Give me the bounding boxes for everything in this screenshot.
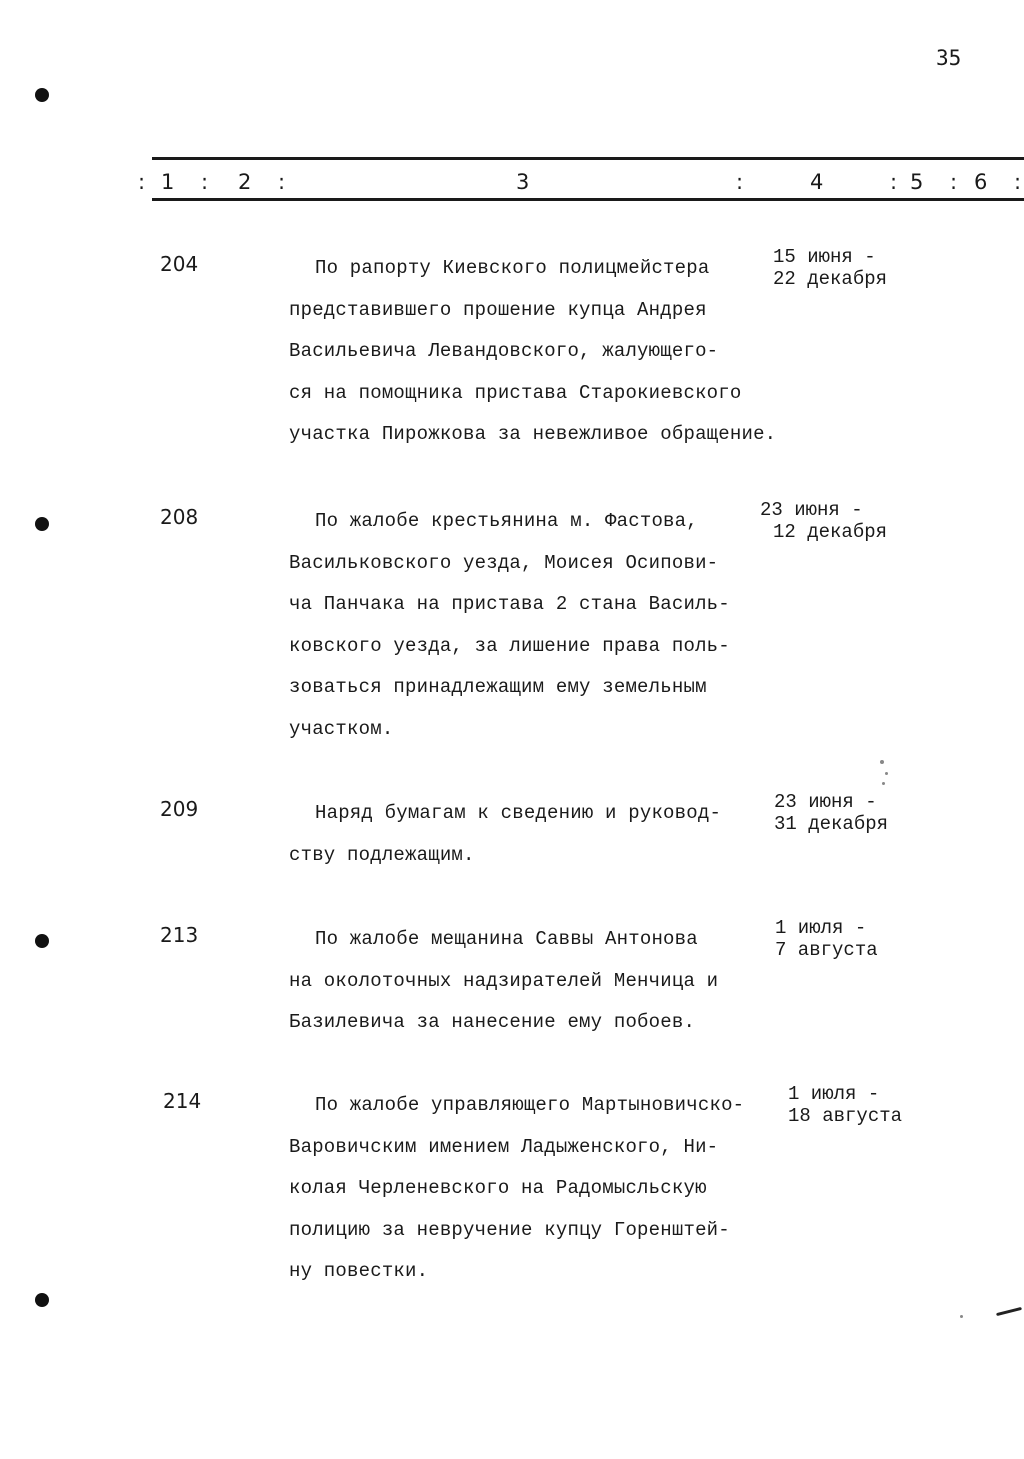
header-col-6: 6 bbox=[974, 170, 988, 194]
description-line: участка Пирожкова за невежливое обращение. bbox=[289, 423, 777, 445]
description-line: По жалобе крестьянина м. Фастова, bbox=[315, 510, 698, 532]
description-line: По рапорту Киевского полицмейстера bbox=[315, 257, 710, 279]
entry-number: 213 bbox=[160, 923, 199, 947]
description-line: на околоточных надзирателей Менчица и bbox=[289, 969, 719, 992]
entry-description bbox=[289, 793, 799, 876]
entry-dates bbox=[775, 917, 878, 961]
date-to: 31 декабря bbox=[774, 813, 889, 835]
scan-speck bbox=[882, 782, 885, 785]
header-bottom-rule bbox=[152, 198, 1024, 201]
date-to: 22 декабря bbox=[773, 268, 888, 290]
punch-hole-4 bbox=[35, 1293, 49, 1307]
punch-hole-3 bbox=[35, 934, 49, 948]
header-sep: : bbox=[736, 170, 744, 194]
header-col-1: 1 bbox=[161, 170, 175, 194]
punch-hole-1 bbox=[35, 88, 49, 102]
entry-number: 208 bbox=[160, 505, 199, 529]
description-line: Базилевича за нанесение ему побоев. bbox=[289, 1011, 696, 1033]
punch-hole-2 bbox=[35, 517, 49, 531]
table-header bbox=[138, 170, 1024, 198]
header-sep: : bbox=[278, 170, 286, 194]
description-line: Васильевича Левандовского, жалующего- bbox=[289, 340, 719, 362]
date-from: 1 июля - bbox=[775, 917, 867, 939]
description-line: Наряд бумагам к сведению и руковод- bbox=[315, 802, 722, 824]
description-line: ча Панчака на пристава 2 стана Василь- bbox=[289, 593, 730, 615]
date-to: 18 августа bbox=[788, 1105, 903, 1127]
entry-dates bbox=[774, 791, 888, 835]
header-col-4: 4 bbox=[810, 170, 824, 194]
description-line: зоваться принадлежащим ему земельным bbox=[289, 676, 707, 698]
page-number: 35 bbox=[936, 46, 962, 70]
description-line: По жалобе мещанина Саввы Антонова bbox=[315, 928, 698, 950]
entry-description bbox=[289, 919, 799, 1044]
entry-number: 204 bbox=[160, 252, 199, 276]
description-line: ству подлежащим. bbox=[289, 843, 475, 866]
header-sep: : bbox=[890, 170, 898, 194]
entry-description bbox=[289, 501, 799, 750]
description-line: Васильковского уезда, Моисея Осипови- bbox=[289, 551, 719, 574]
date-to: 7 августа bbox=[775, 939, 878, 961]
date-from: 23 июня - bbox=[774, 791, 877, 813]
description-line: По жалобе управляющего Мартыновичско- bbox=[315, 1094, 745, 1116]
header-sep: : bbox=[950, 170, 958, 194]
header-top-rule bbox=[152, 157, 1024, 160]
header-col-5: 5 bbox=[910, 170, 924, 194]
header-col-2: 2 bbox=[238, 170, 252, 194]
entry-dates bbox=[760, 499, 887, 543]
header-sep: : bbox=[138, 170, 146, 194]
entry-dates bbox=[773, 246, 887, 290]
entry-description bbox=[289, 248, 799, 456]
description-line: Варовичским имением Ладыженского, Ни- bbox=[289, 1135, 719, 1158]
date-from: 15 июня - bbox=[773, 246, 876, 268]
date-from: 1 июля - bbox=[788, 1083, 880, 1105]
entry-dates bbox=[788, 1083, 902, 1127]
header-col-3: 3 bbox=[516, 170, 530, 194]
description-line: ну повестки. bbox=[289, 1260, 429, 1282]
description-line: ся на помощника пристава Старокиевского bbox=[289, 381, 742, 404]
header-sep: : bbox=[1014, 170, 1022, 194]
date-from: 23 июня - bbox=[760, 499, 863, 521]
date-to: 12 декабря bbox=[773, 521, 888, 543]
description-line: ковского уезда, за лишение права поль- bbox=[289, 634, 730, 657]
description-line: полицию за невручение купцу Горенштей- bbox=[289, 1218, 730, 1241]
scan-speck bbox=[960, 1315, 963, 1318]
entry-description bbox=[289, 1085, 799, 1293]
entry-number: 214 bbox=[163, 1089, 202, 1113]
scan-speck bbox=[880, 760, 884, 764]
pen-stroke bbox=[996, 1307, 1022, 1316]
entry-number: 209 bbox=[160, 797, 199, 821]
description-line: участком. bbox=[289, 717, 394, 740]
scan-speck bbox=[885, 772, 888, 775]
header-sep: : bbox=[201, 170, 209, 194]
description-line: колая Черленевского на Радомысльскую bbox=[289, 1177, 707, 1199]
description-line: представившего прошение купца Андрея bbox=[289, 298, 707, 321]
